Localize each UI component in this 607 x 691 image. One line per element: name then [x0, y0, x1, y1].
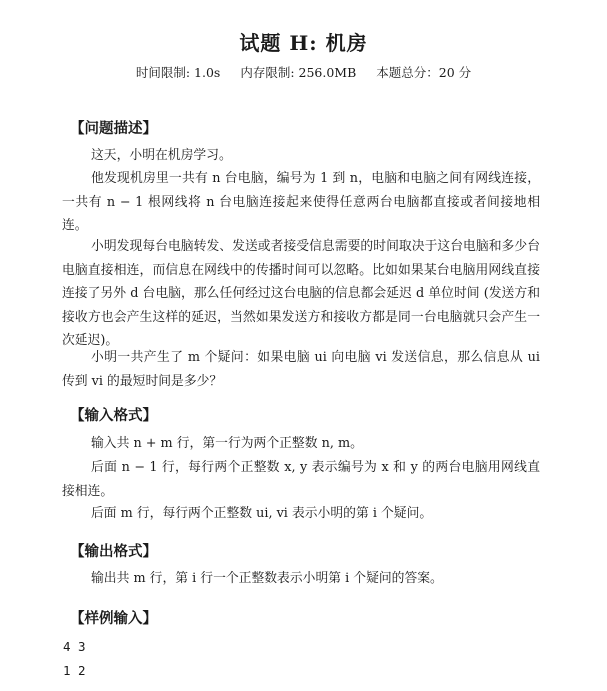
- memory-limit: 内存限制: 256.0MB: [240, 65, 357, 80]
- sample-input-line: 4 3: [63, 639, 86, 654]
- total-score: 本题总分：20 分: [376, 65, 472, 80]
- output-format-p1: 输出共 m 行，第 i 行一个正整数表示小明第 i 个疑问的答案。: [91, 571, 443, 586]
- input-format-p2: 后面 n − 1 行，每行两个正整数 x, y 表示编号为 x 和 y 的两台电脑用网线直接相连。: [62, 460, 540, 499]
- output-format-heading: 【输出格式】: [70, 544, 157, 560]
- sample-input-block: [63, 635, 86, 683]
- description-p2: 他发现机房里一共有 n 台电脑，编号为 1 到 n，电脑和电脑之间有网线连接，一共有 n − 1 根网线将 n 台电脑连接起来使得任意两台电脑都直接或者间接地相连。: [62, 171, 540, 233]
- description-p4: 小明一共产生了 m 个疑问：如果电脑 ui 向电脑 vi 发送信息，那么信息从 ui 传到 vi 的最短时间是多少？: [62, 350, 540, 389]
- sample-input-heading: 【样例输入】: [70, 611, 157, 627]
- description-p1: 这天，小明在机房学习。: [91, 148, 232, 163]
- description-heading: 【问题描述】: [70, 121, 157, 137]
- problem-title: 试题 H: 机房: [239, 31, 368, 55]
- time-limit: 时间限制: 1.0s: [135, 65, 221, 80]
- input-format-heading: 【输入格式】: [70, 408, 157, 424]
- input-format-p3: 后面 m 行，每行两个正整数 ui, vi 表示小明的第 i 个疑问。: [91, 506, 433, 521]
- sample-input-line: 1 2: [63, 663, 86, 678]
- input-format-p1: 输入共 n + m 行，第一行为两个正整数 n, m。: [91, 436, 363, 451]
- description-p3: 小明发现每台电脑转发、发送或者接受信息需要的时间取决于这台电脑和多少台电脑直接相连，而信息在网线中的传播时间可以忽略。比如如果某台电脑用网线直接连接了另外 d 台电脑，那么任何经过这台电脑的信息都会延迟 d 单位时间 (发送方和接收方也会产生这样的延迟，当然如果发送方和接收方都是同一台电脑就只会产生一次延迟)。: [62, 239, 540, 348]
- problem-limits: [0, 63, 607, 81]
